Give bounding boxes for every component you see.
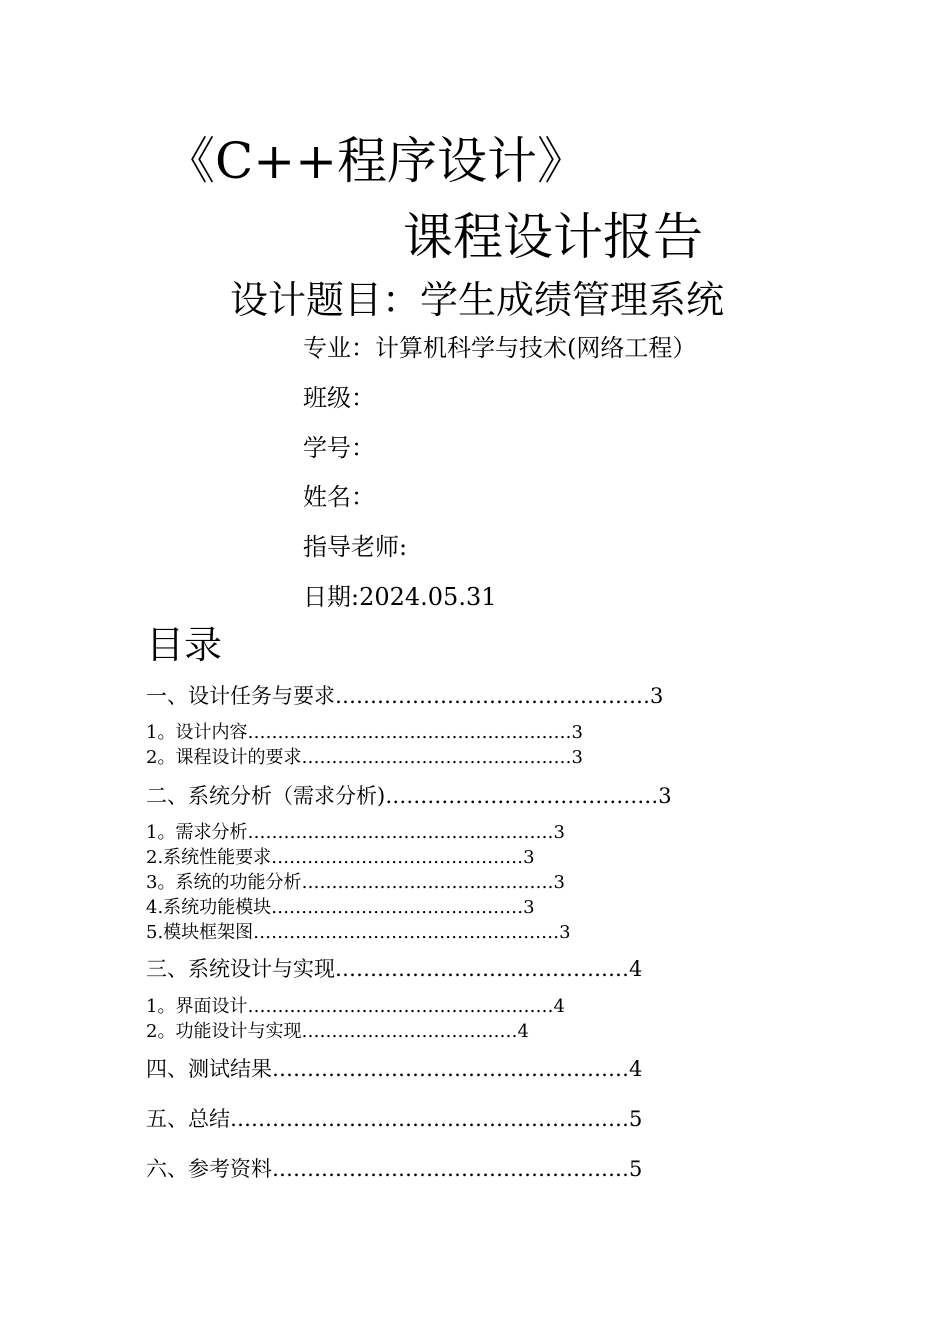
toc-entry: 四、测试结果……………………………………………4 <box>146 1057 643 1081</box>
cover-topic: 设计题目：学生成绩管理系统 <box>230 278 725 322</box>
toc-entry: 1。设计内容………………………………………………3 <box>146 722 583 743</box>
toc-heading: 目录 <box>146 623 223 667</box>
cover-title-line2: 课程设计报告 <box>403 208 703 266</box>
toc-entry: 六、参考资料……………………………………………5 <box>146 1157 643 1181</box>
field-student-id: 学号： <box>303 434 375 462</box>
toc-entry: 2.系统性能要求……………………………………3 <box>146 847 535 868</box>
toc-entry: 1。需求分析……………………………………………3 <box>146 822 565 843</box>
toc-entry: 五、总结…………………………………………………5 <box>146 1107 643 1131</box>
field-name: 姓名： <box>303 483 375 511</box>
cover-title-line1: 《C++程序设计》 <box>165 132 588 190</box>
toc-entry: 2。功能设计与实现………………………………4 <box>146 1021 529 1042</box>
toc-entry: 1。界面设计……………………………………………4 <box>146 996 565 1017</box>
field-advisor: 指导老师: <box>303 533 408 561</box>
field-date: 日期:2024.05.31 <box>303 583 497 611</box>
toc-entry: 2。课程设计的要求………………………………………3 <box>146 747 583 768</box>
toc-entry: 3。系统的功能分析……………………………………3 <box>146 872 565 893</box>
field-major: 专业：计算机科学与技术(网络工程） <box>303 334 697 362</box>
toc-entry: 5.模块框架图……………………………………………3 <box>146 922 571 943</box>
toc-entry: 一、设计任务与要求………………………………………3 <box>146 684 664 708</box>
toc-entry: 二、系统分析（需求分析)…………………………………3 <box>146 784 672 808</box>
toc-entry: 4.系统功能模块……………………………………3 <box>146 897 535 918</box>
toc-entry: 三、系统设计与实现……………………………………4 <box>146 957 643 981</box>
field-class: 班级： <box>303 384 375 412</box>
